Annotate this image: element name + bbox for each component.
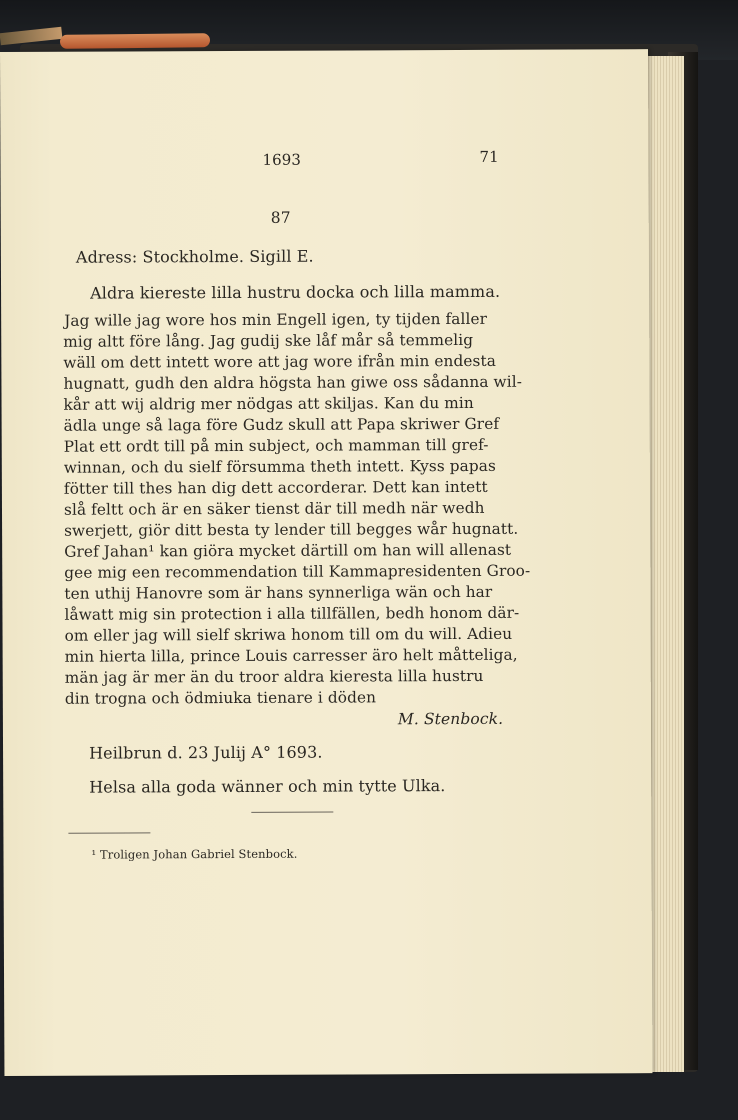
body-line: Plat ett ordt till på min subject, och mamman till gref- [63,435,489,456]
body-line: slå feltt och är en säker tienst där till medh när wedh [63,498,485,519]
section-divider [251,812,333,813]
body-line: ädla unge så laga före Gudz skull att Papa skriwer Gref [63,414,500,435]
body-line: ten uthij Hanovre som är hans synnerliga wän och har [64,582,493,603]
body-line: mig altt före lång. Jag gudij ske låf mår så temmelig [63,330,474,351]
footnote: ¹ Troligen Johan Gabriel Stenbock. [91,846,298,862]
body-line: swerjett, giör ditt besta ty lender till begges wår hugnatt. [64,519,519,540]
body-line: fötter till thes han dig dett accorderar. Dett kan intett [63,477,488,498]
body-line: wäll om dett intett wore att jag wore ifrån min endesta [63,351,496,372]
address-line: Adress: Stockholme. Sigill E. [75,246,314,267]
body-line: din trogna och ödmiuka tienare i döden [64,688,377,708]
body-line: om eller jag will sielf skriwa honom till om du will. Adieu [64,624,513,645]
postscript: Helsa alla goda wänner och min tytte Ulka. [89,776,446,797]
salutation: Aldra kiereste lilla hustru docka och lilla mamma. [90,281,501,303]
signature: M. Stenbock. [397,709,504,729]
place-date: Heilbrun d. 23 Julij A° 1693. [89,742,323,763]
bookmark-ribbon [60,33,210,49]
body-line: låwatt mig sin protection i alla tillfällen, bedh honom där- [64,603,520,624]
letter-number: 87 [270,208,291,227]
footnote-rule [68,832,150,833]
body-line: Gref Jahan¹ kan giöra mycket därtill om han will allenast [64,540,512,561]
page-number: 71 [479,147,499,166]
header-year: 1693 [262,150,302,169]
book-page [0,49,652,1076]
body-line: winnan, och du sielf försumma theth intett. Kyss papas [63,456,496,477]
body-line: Jag wille jag wore hos min Engell igen, ty tijden faller [64,309,488,330]
body-line: gee mig een recommendation till Kammapresidenten Groo- [64,561,531,582]
body-line: kår att wij aldrig mer nödgas att skiljas. Kan du min [63,393,474,414]
body-line: min hierta lilla, prince Louis carresser äro helt måtteliga, [64,645,518,666]
body-line: hugnatt, gudh den aldra högsta han giwe oss sådanna wil- [63,372,522,393]
body-line: män jag är mer än du troor aldra kieresta lilla hustru [64,666,484,687]
